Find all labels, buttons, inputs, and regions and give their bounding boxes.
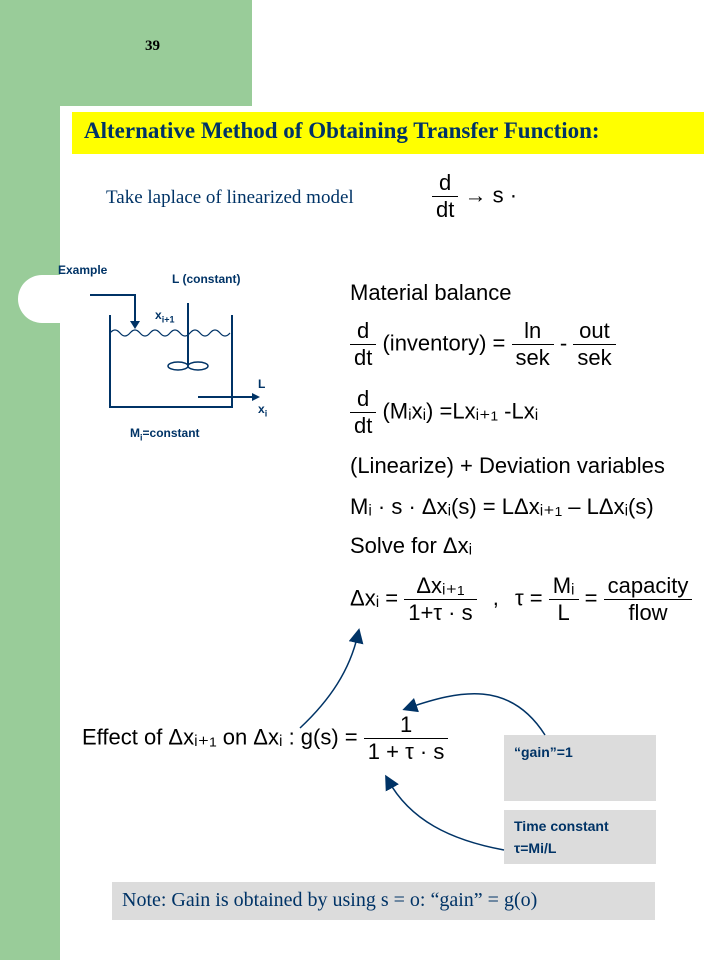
subtitle: Take laplace of linearized model: [106, 187, 354, 208]
arrow-gain-to-numerator: [408, 694, 545, 735]
m-constant-label: $M_i=constant$: [130, 426, 200, 443]
equation-inventory: $\frac{d}{dt}$ (inventory) = $\frac{\ln}{\text{sek}}$ - $\frac{\text{out}}{\text{sek}}$: [350, 318, 616, 371]
x-in-label: $x_{i+1}$: [155, 308, 175, 325]
operator-d: d: [432, 170, 458, 197]
solve-heading: Solve for Δxᵢ: [350, 533, 473, 558]
l-constant-label: L (constant): [172, 272, 241, 286]
operator-dt: dt: [436, 197, 455, 222]
l-out-label: L: [258, 377, 266, 391]
equation-solution: Δxᵢ = $\frac{\text{Δxᵢ₊₁}}{1+\tau \cdot s}$ , τ = $\frac{\text{Mᵢ}}{L}$ = $\frac{\text{capacity}}{\text{flow}}$: [350, 573, 692, 626]
example-label: Example: [58, 263, 108, 277]
linearize-heading: (Linearize) + Deviation variables: [350, 453, 665, 478]
time-constant-line2: τ=Mi/L: [514, 840, 557, 856]
page-title: Alternative Method of Obtaining Transfer Function:: [84, 118, 600, 143]
equation-deviation: Mᵢ · s · Δxᵢ(s) = LΔxᵢ₊₁ – LΔxᵢ(s): [350, 494, 654, 519]
arrow-to-solution: [300, 634, 358, 728]
operator-s: s ·: [492, 182, 518, 208]
gain-box-text: “gain”=1: [514, 744, 573, 760]
time-constant-line1: Time constant: [514, 818, 609, 834]
equation-component-balance: $\frac{d}{dt}$ (Mᵢxᵢ) =Lxᵢ₊₁ -Lxᵢ: [350, 386, 538, 439]
x-out-label: $x_i$: [258, 402, 268, 419]
material-balance-heading: Material balance: [350, 280, 512, 305]
arrow-time-constant-to-denominator: [388, 780, 504, 850]
operator-arrow: →: [464, 182, 487, 208]
effect-equation: Effect of Δxᵢ₊₁ on Δxᵢ : g(s) = $\frac{1}{1 + \tau \cdot s}$: [82, 712, 448, 765]
page-number: 39: [145, 38, 160, 54]
note-text: Note: Gain is obtained by using s = o: “gain” = g(o): [122, 889, 538, 911]
